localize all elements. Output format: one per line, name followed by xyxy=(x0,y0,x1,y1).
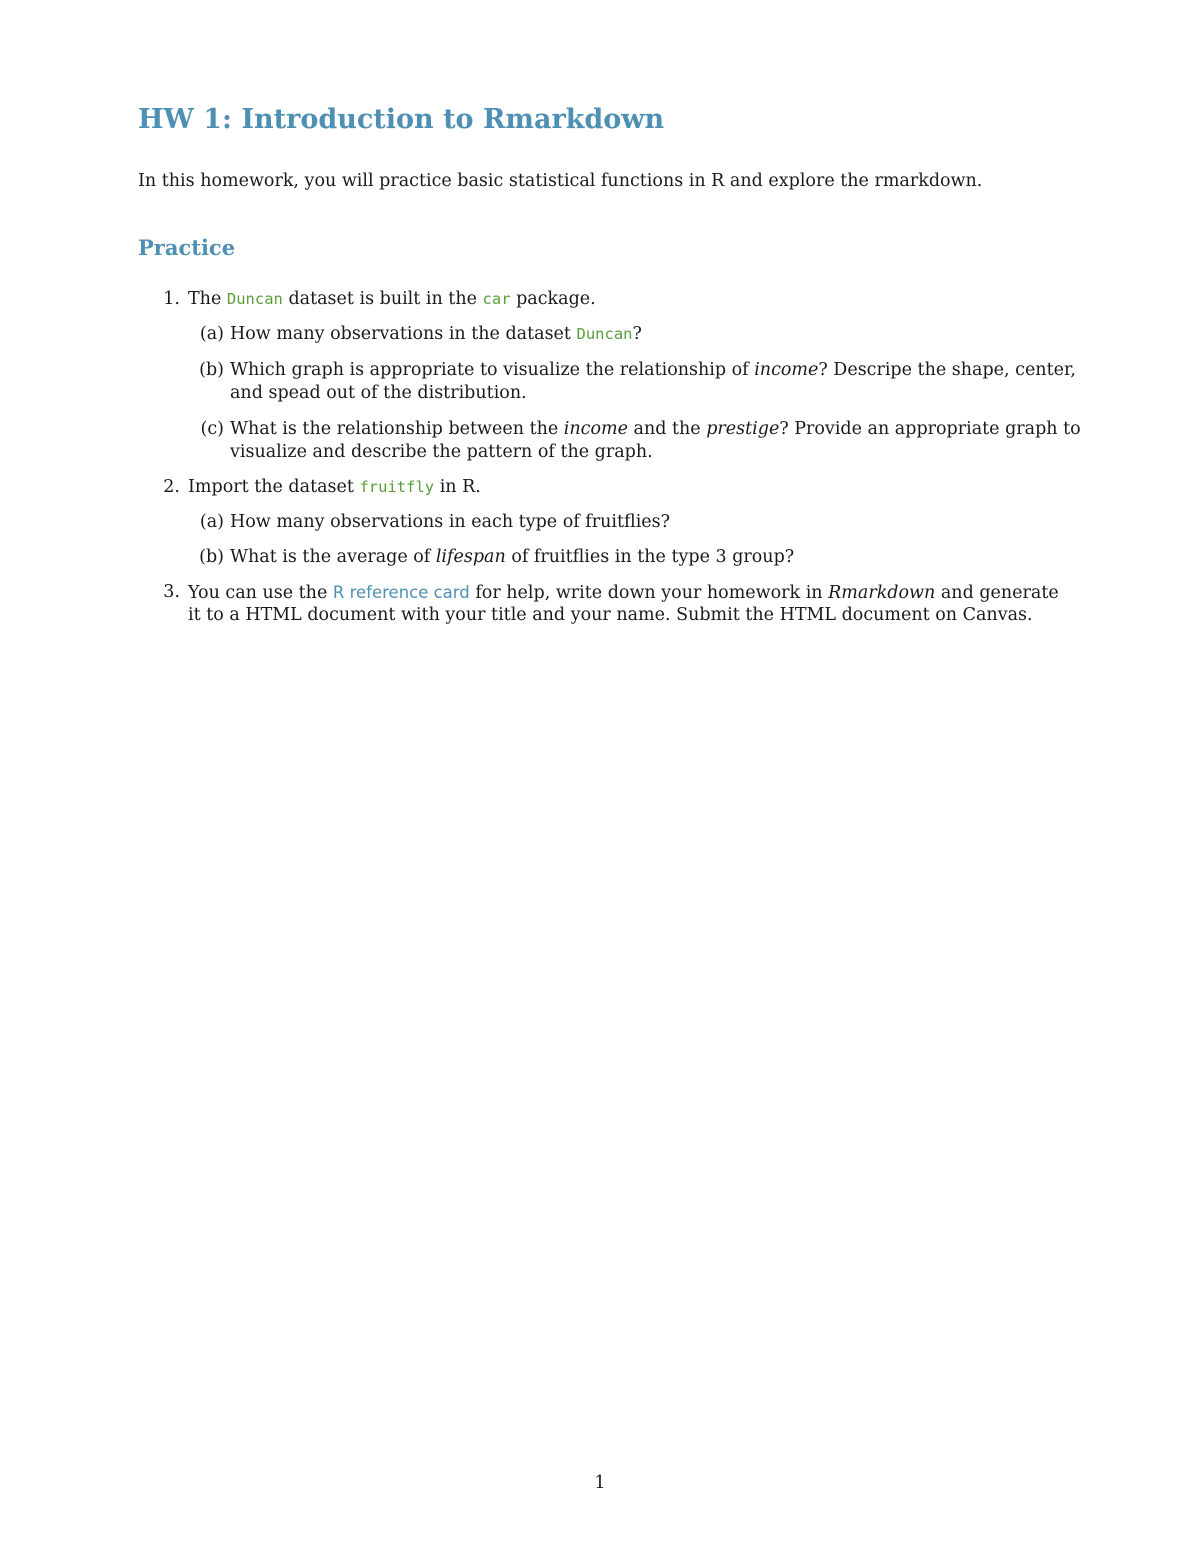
emphasis-income: income xyxy=(563,419,628,439)
question-1c-text-part: What is the relationship between the xyxy=(230,419,564,439)
question-3-text-line2: it to a HTML document with your title and your name. Submit the HTML document on Canvas. xyxy=(188,605,1033,625)
question-3-text xyxy=(188,581,1059,605)
code-car: car xyxy=(482,290,511,308)
question-2a-label: (a) xyxy=(199,512,224,532)
question-1b-text xyxy=(230,359,1076,382)
question-2b-text xyxy=(230,546,794,569)
question-2-text-part: in R. xyxy=(434,477,481,497)
question-1b-label: (b) xyxy=(199,360,224,380)
page-number: 1 xyxy=(594,1473,606,1493)
emphasis-prestige: prestige xyxy=(706,419,780,439)
question-2a-text: How many observations in each type of fruitflies? xyxy=(230,512,671,532)
question-2-text xyxy=(188,476,481,499)
question-3-text-part: You can use the xyxy=(188,583,333,603)
question-1b-text-part: ? Descripe the shape, center, xyxy=(818,360,1076,380)
question-1a-label: (a) xyxy=(199,324,224,344)
question-1c-text-part: and the xyxy=(627,419,707,439)
question-1-number: 1. xyxy=(163,289,180,309)
question-1-text-part: package. xyxy=(510,289,596,309)
question-1a-text-part: ? xyxy=(632,324,642,344)
r-reference-card-link[interactable]: R reference card xyxy=(332,583,470,602)
intro-paragraph: In this homework, you will practice basic statistical functions in R and explore the rmarkdown. xyxy=(138,171,983,191)
question-1-text-part: The xyxy=(188,289,227,309)
question-1c-label: (c) xyxy=(200,419,224,439)
question-1b-text-line2: and spead out of the distribution. xyxy=(230,383,527,403)
question-1a-text xyxy=(230,323,642,346)
question-2b-text-part: What is the average of xyxy=(230,547,436,567)
question-3-text-part: and generate xyxy=(935,583,1059,603)
question-2b-label: (b) xyxy=(199,547,224,567)
question-2b-text-part: of fruitflies in the type 3 group? xyxy=(505,547,795,567)
code-duncan: Duncan xyxy=(226,290,283,308)
document-title: HW 1: Introduction to Rmarkdown xyxy=(138,104,665,135)
emphasis-lifespan: lifespan xyxy=(435,547,506,567)
question-1b-text-part: Which graph is appropriate to visualize the relationship of xyxy=(230,360,755,380)
section-heading-practice: Practice xyxy=(138,235,236,260)
question-1a-text-part: How many observations in the dataset xyxy=(230,324,577,344)
code-duncan: Duncan xyxy=(576,325,633,343)
question-1c-text xyxy=(230,418,1081,441)
question-3-number: 3. xyxy=(163,582,180,602)
code-fruitfly: fruitfly xyxy=(359,478,435,496)
question-1c-text-line2: visualize and describe the pattern of the graph. xyxy=(230,442,653,462)
question-1-text xyxy=(188,288,596,311)
question-1-text-part: dataset is built in the xyxy=(282,289,483,309)
emphasis-income: income xyxy=(754,360,819,380)
question-3-text-part: for help, write down your homework in xyxy=(469,583,829,603)
question-2-text-part: Import the dataset xyxy=(188,477,360,497)
question-2-number: 2. xyxy=(163,477,180,497)
question-1c-text-part: ? Provide an appropriate graph to xyxy=(779,419,1081,439)
emphasis-rmarkdown: Rmarkdown xyxy=(828,583,936,603)
